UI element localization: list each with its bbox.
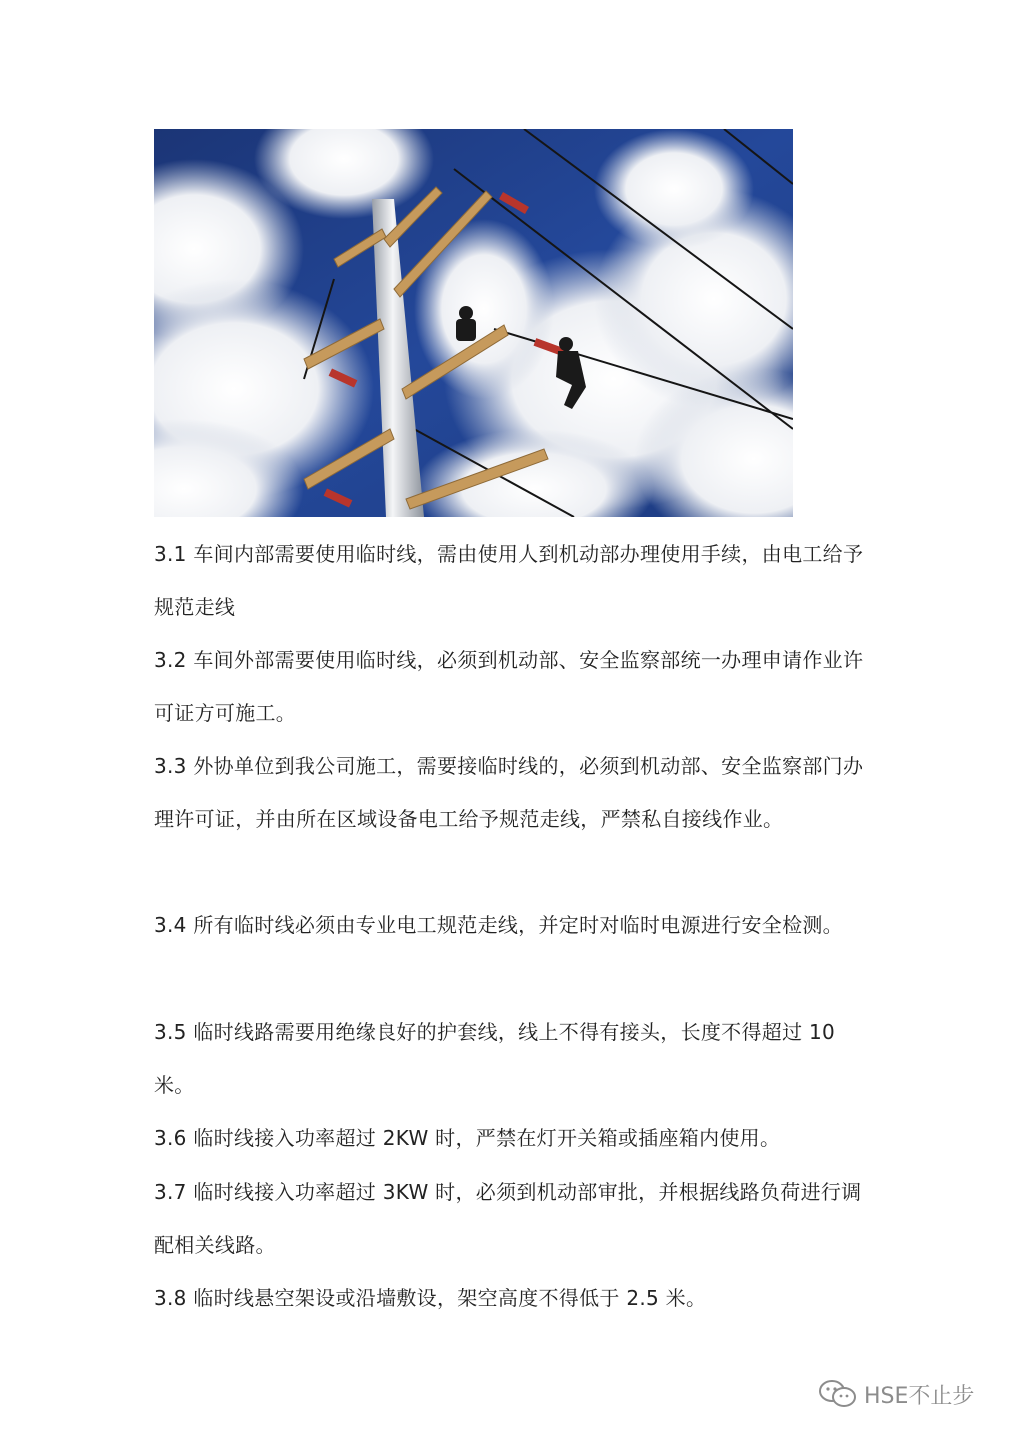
paragraph-3-2: 3.2 车间外部需要使用临时线，必须到机动部、安全监察部统一办理申请作业许可证方可施工。 — [154, 648, 864, 725]
paragraph-3-5: 3.5 临时线路需要用绝缘良好的护套线，线上不得有接头，长度不得超过 10 米。 — [154, 1020, 836, 1097]
wechat-icon — [818, 1379, 858, 1409]
paragraph-3-7: 3.7 临时线接入功率超过 3KW 时，必须到机动部审批，并根据线路负荷进行调配相关线路。 — [154, 1180, 862, 1257]
watermark — [818, 1376, 974, 1412]
watermark-text: HSE不止步 — [864, 1383, 975, 1409]
power-line-photo — [154, 129, 793, 517]
paragraph-3-1: 3.1 车间内部需要使用临时线，需由使用人到机动部办理使用手续，由电工给予规范走线 — [154, 542, 864, 619]
paragraph-3-4: 3.4 所有临时线必须由专业电工规范走线，并定时对临时电源进行安全检测。 — [154, 913, 843, 937]
paragraph-3-6: 3.6 临时线接入功率超过 2KW 时，严禁在灯开关箱或插座箱内使用。 — [154, 1126, 781, 1150]
paragraph-3-8: 3.8 临时线悬空架设或沿墙敷设，架空高度不得低于 2.5 米。 — [154, 1286, 707, 1310]
paragraph-3-3: 3.3 外协单位到我公司施工，需要接临时线的，必须到机动部、安全监察部门办理许可证，并由所在区域设备电工给予规范走线，严禁私自接线作业。 — [154, 754, 864, 831]
